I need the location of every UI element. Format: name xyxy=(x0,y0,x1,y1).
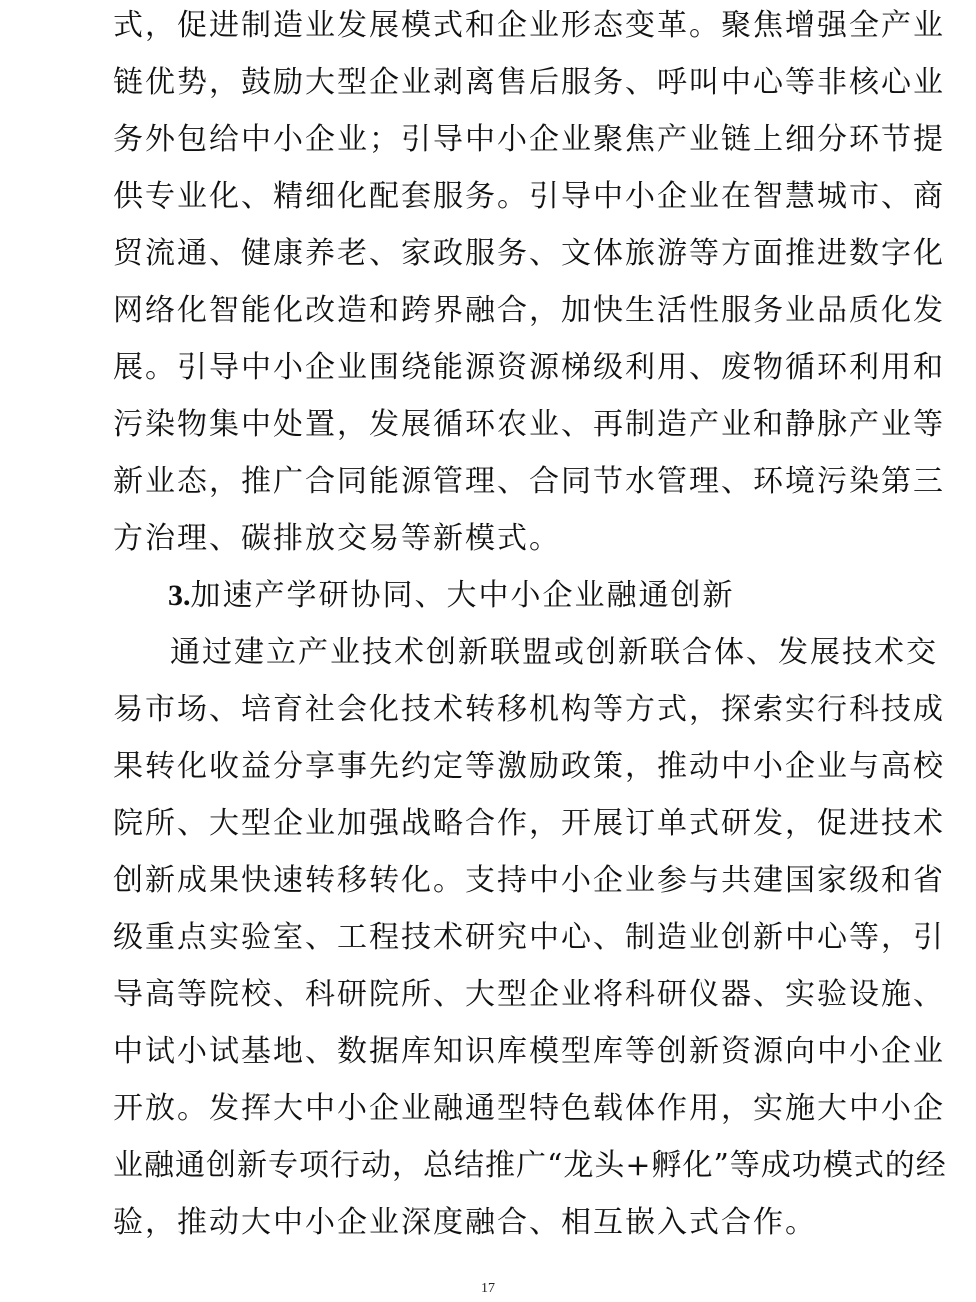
para2-line-11: 验，推动大中小企业深度融合、相互嵌入式合作。 xyxy=(113,1205,817,1240)
para1-line-2: 链优势，鼓励大型企业剥离售后服务、呼叫中心等非核心业 xyxy=(113,65,945,100)
para1-line-9: 新业态，推广合同能源管理、合同节水管理、环境污染第三 xyxy=(113,464,945,499)
para2-line-10: 业融通创新专项行动，总结推广“龙头+孵化”等成功模式的经 xyxy=(113,1148,947,1183)
para2-line-7: 导高等院校、科研院所、大型企业将科研仪器、实验设施、 xyxy=(113,977,945,1012)
para2-line-2: 易市场、培育社会化技术转移机构等方式，探索实行科技成 xyxy=(113,692,945,727)
para2-line-1: 通过建立产业技术创新联盟或创新联合体、发展技术交 xyxy=(170,635,938,670)
para2-line-8: 中试小试基地、数据库知识库模型库等创新资源向中小企业 xyxy=(113,1034,945,1069)
para2-line-5: 创新成果快速转移转化。支持中小企业参与共建国家级和省 xyxy=(113,863,945,898)
para1-line-8: 污染物集中处置，发展循环农业、再制造产业和静脉产业等 xyxy=(113,407,945,442)
para2-line-3: 果转化收益分享事先约定等激励政策，推动中小企业与高校 xyxy=(113,749,945,784)
para1-line-10: 方治理、碳排放交易等新模式。 xyxy=(113,521,561,556)
para1-line-1: 式，促进制造业发展模式和企业形态变革。聚焦增强全产业 xyxy=(113,8,945,43)
section-heading xyxy=(168,574,735,618)
para1-line-5: 贸流通、健康养老、家政服务、文体旅游等方面推进数字化 xyxy=(113,236,945,271)
para1-line-3: 务外包给中小企业；引导中小企业聚焦产业链上细分环节提 xyxy=(113,122,945,157)
section-number: 3. xyxy=(168,579,191,612)
para2-line-6: 级重点实验室、工程技术研究中心、制造业创新中心等，引 xyxy=(113,920,945,955)
page-number: 17 xyxy=(481,1281,495,1296)
section-title: 加速产学研协同、大中小企业融通创新 xyxy=(190,578,735,613)
para1-line-7: 展。引导中小企业围绕能源资源梯级利用、废物循环利用和 xyxy=(113,350,945,385)
para2-line-4: 院所、大型企业加强战略合作，开展订单式研发，促进技术 xyxy=(113,806,945,841)
para1-line-6: 网络化智能化改造和跨界融合，加快生活性服务业品质化发 xyxy=(113,293,945,328)
para1-line-4: 供专业化、精细化配套服务。引导中小企业在智慧城市、商 xyxy=(113,179,945,214)
para2-line-9: 开放。发挥大中小企业融通型特色载体作用，实施大中小企 xyxy=(113,1091,945,1126)
